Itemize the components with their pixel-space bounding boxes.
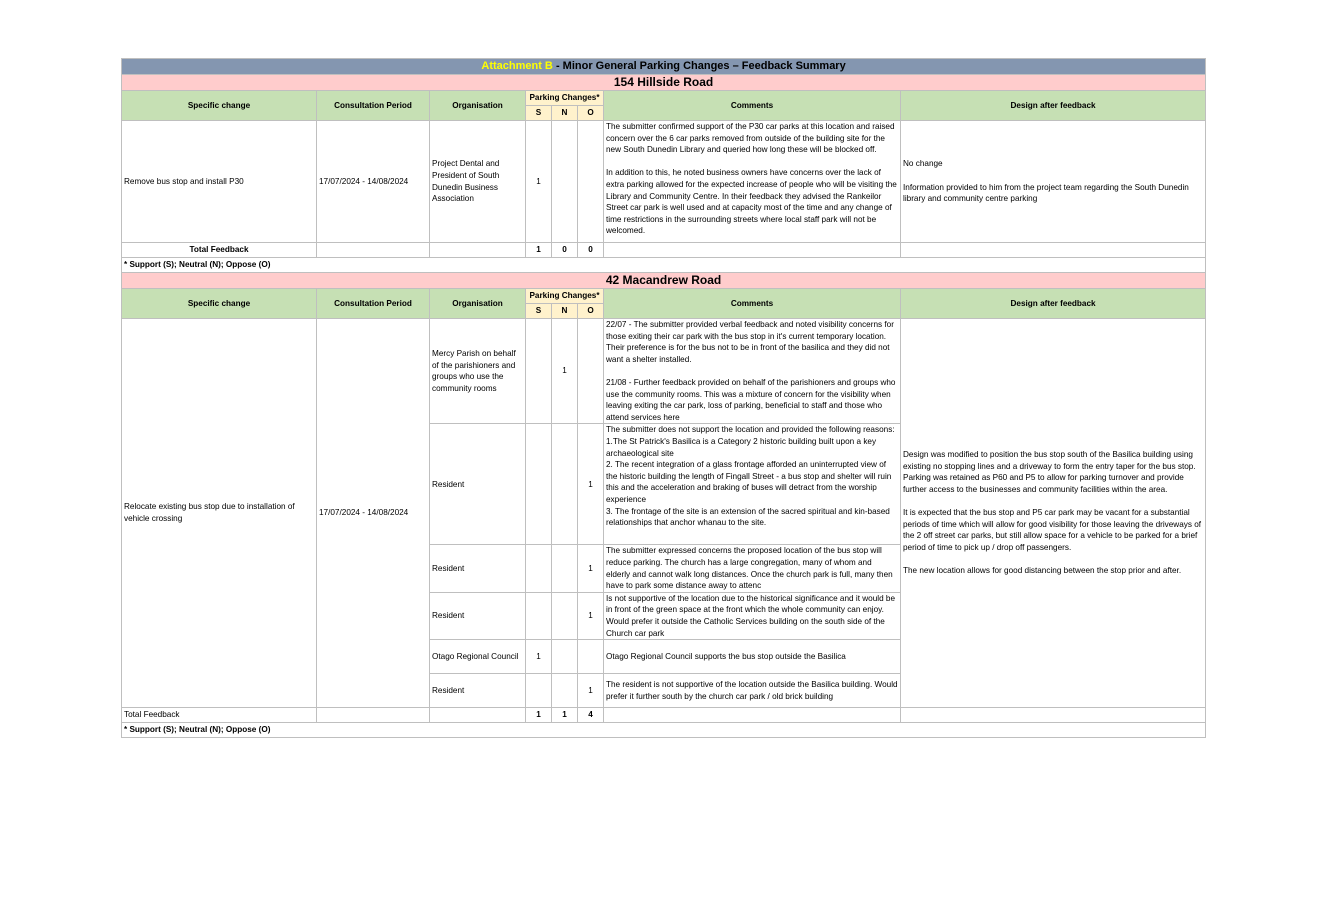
neutral-count bbox=[552, 545, 578, 592]
header-comments: Comments bbox=[604, 289, 901, 319]
total-support: 1 bbox=[526, 243, 552, 258]
comment-cell bbox=[604, 121, 901, 243]
comment-paragraph: Is not supportive of the location due to the historical significance and it would be in front of the green space at the front which the whole community can enjoy. Would prefer it outside the Catholic Services building on the south side of the Church car park bbox=[606, 593, 896, 638]
organisation-cell: Mercy Parish on behalf of the parishioners and groups who use the community rooms bbox=[430, 319, 526, 424]
comment-paragraph: The resident is not supportive of the location outside the Basilica building. Would prefer it further south by the church car park / old brick building bbox=[606, 680, 898, 701]
oppose-count: 1 bbox=[578, 592, 604, 639]
specific-change-cell: Relocate existing bus stop due to installation of vehicle crossing bbox=[122, 319, 317, 708]
neutral-count bbox=[552, 674, 578, 708]
neutral-count bbox=[552, 592, 578, 639]
neutral-count bbox=[552, 121, 578, 243]
oppose-count bbox=[578, 319, 604, 424]
header-s: S bbox=[526, 304, 552, 319]
support-count: 1 bbox=[526, 121, 552, 243]
table-row bbox=[122, 319, 1206, 424]
neutral-count bbox=[552, 640, 578, 674]
comment-paragraph: 22/07 - The submitter provided verbal feedback and noted visibility concerns for those exiting their car park with the bus stop in it's current temporary location. Their preference is for the bus not to be in front of the basilica and they did not want a shelter installed. bbox=[606, 320, 894, 364]
comment-list-item: 1.The St Patrick's Basilica is a Category 2 historic building built upon a key archaeological site bbox=[606, 436, 877, 458]
total-row bbox=[122, 708, 1206, 723]
consultation-period-cell: 17/07/2024 - 14/08/2024 bbox=[317, 319, 430, 708]
organisation-cell: Otago Regional Council bbox=[430, 640, 526, 674]
neutral-count: 1 bbox=[552, 319, 578, 424]
total-neutral: 0 bbox=[552, 243, 578, 258]
header-consultation-period: Consultation Period bbox=[317, 289, 430, 319]
total-label: Total Feedback bbox=[122, 243, 317, 258]
support-count bbox=[526, 592, 552, 639]
header-comments: Comments bbox=[604, 91, 901, 121]
support-count bbox=[526, 424, 552, 545]
header-design: Design after feedback bbox=[901, 289, 1206, 319]
header-s: S bbox=[526, 106, 552, 121]
header-specific-change: Specific change bbox=[122, 91, 317, 121]
comment-paragraph: Otago Regional Council supports the bus stop outside the Basilica bbox=[606, 651, 846, 661]
feedback-summary-table bbox=[121, 58, 1206, 738]
organisation-cell: Project Dental and President of South Dunedin Business Association bbox=[430, 121, 526, 243]
comment-cell bbox=[604, 640, 901, 674]
comment-paragraph: The submitter does not support the location and provided the following reasons: bbox=[606, 425, 895, 435]
comment-list-item: 2. The recent integration of a glass frontage afforded an uninterrupted view of the historic building the length of Fingall Street - a bus stop and shelter will ruin this and the acceleration and braking of buses will detract from the worship experience bbox=[606, 460, 892, 504]
header-n: N bbox=[552, 106, 578, 121]
organisation-cell: Resident bbox=[430, 674, 526, 708]
design-cell bbox=[901, 319, 1206, 708]
total-oppose: 0 bbox=[578, 243, 604, 258]
organisation-cell: Resident bbox=[430, 424, 526, 545]
comment-paragraph: The submitter expressed concerns the proposed location of the bus stop will reduce parking. The church has a large congregation, many of whom and elderly and cannot walk long distances. Once the church park is full, many then have to park some distance away to attenc bbox=[606, 546, 893, 591]
organisation-cell: Resident bbox=[430, 592, 526, 639]
oppose-count: 1 bbox=[578, 674, 604, 708]
support-count bbox=[526, 319, 552, 424]
footnote: * Support (S); Neutral (N); Oppose (O) bbox=[122, 258, 1206, 273]
organisation-cell: Resident bbox=[430, 545, 526, 592]
comment-cell bbox=[604, 592, 901, 639]
oppose-count: 1 bbox=[578, 424, 604, 545]
header-specific-change: Specific change bbox=[122, 289, 317, 319]
total-row bbox=[122, 243, 1206, 258]
neutral-count bbox=[552, 424, 578, 545]
comment-cell bbox=[604, 319, 901, 424]
header-parking-changes: Parking Changes* bbox=[526, 91, 604, 106]
oppose-count bbox=[578, 640, 604, 674]
attachment-label: Attachment B bbox=[481, 59, 553, 72]
design-paragraph: Design was modified to position the bus stop south of the Basilica building using existing no stopping lines and a driveway to form the entry taper for the bus stop. Parking was retained as P60 and P5 to allow for parking turnover and provide further access to the businesses and community facilities within the area. bbox=[903, 450, 1196, 495]
design-paragraph: The new location allows for good distancing between the stop prior and after. bbox=[903, 566, 1182, 576]
comment-paragraph: 21/08 - Further feedback provided on behalf of the parishioners and groups who use the community rooms. This was a mixture of concern for the visibility when leaving exiting the car park, loss of parking, beneficial to staff and those who attend services here bbox=[606, 377, 896, 422]
total-support: 1 bbox=[526, 708, 552, 723]
comment-cell bbox=[604, 424, 901, 545]
location-heading: 154 Hillside Road bbox=[122, 75, 1206, 91]
header-o: O bbox=[578, 304, 604, 319]
table-row bbox=[122, 121, 1206, 243]
page-title bbox=[122, 59, 1206, 75]
header-n: N bbox=[552, 304, 578, 319]
specific-change-cell: Remove bus stop and install P30 bbox=[122, 121, 317, 243]
comment-paragraph: The submitter confirmed support of the P30 car parks at this location and raised concern over the 6 car parks removed from outside of the building site for the new South Dunedin Library and queried how long these will be blocked off. bbox=[606, 122, 895, 155]
title-text: - Minor General Parking Changes – Feedback Summary bbox=[552, 59, 846, 72]
header-organisation: Organisation bbox=[430, 91, 526, 121]
header-parking-changes: Parking Changes* bbox=[526, 289, 604, 304]
location-heading: 42 Macandrew Road bbox=[122, 273, 1206, 289]
total-label: Total Feedback bbox=[122, 708, 317, 723]
comment-cell bbox=[604, 674, 901, 708]
support-count bbox=[526, 674, 552, 708]
total-oppose: 4 bbox=[578, 708, 604, 723]
comment-list-item: 3. The frontage of the site is an extension of the sacred spiritual and kin-based relationships that anchor whanau to the site. bbox=[606, 506, 890, 528]
header-o: O bbox=[578, 106, 604, 121]
header-consultation-period: Consultation Period bbox=[317, 91, 430, 121]
design-paragraph: No change bbox=[903, 159, 943, 169]
design-cell bbox=[901, 121, 1206, 243]
header-organisation: Organisation bbox=[430, 289, 526, 319]
comment-paragraph: In addition to this, he noted business owners have concerns over the lack of extra parking allowed for the expected increase of people who will be visiting the Library and Community Centre. In their feedback they advised the Rankeilor Street car park is well used and at capacity most of the time and any change of time restrictions in the surrounding streets where local staff park will not be welcomed. bbox=[606, 168, 897, 236]
header-design: Design after feedback bbox=[901, 91, 1206, 121]
footnote: * Support (S); Neutral (N); Oppose (O) bbox=[122, 723, 1206, 738]
total-neutral: 1 bbox=[552, 708, 578, 723]
comment-cell bbox=[604, 545, 901, 592]
oppose-count: 1 bbox=[578, 545, 604, 592]
oppose-count bbox=[578, 121, 604, 243]
consultation-period-cell: 17/07/2024 - 14/08/2024 bbox=[317, 121, 430, 243]
support-count: 1 bbox=[526, 640, 552, 674]
design-paragraph: Information provided to him from the project team regarding the South Dunedin library and community centre parking bbox=[903, 182, 1189, 204]
support-count bbox=[526, 545, 552, 592]
design-paragraph: It is expected that the bus stop and P5 car park may be vacant for a substantial periods of time which will allow for good visibility for those leaving the driveways of the 2 off street car parks, but still allow space for a vehicle to be parked for a brief period of time to pick up / drop off passengers. bbox=[903, 508, 1202, 553]
